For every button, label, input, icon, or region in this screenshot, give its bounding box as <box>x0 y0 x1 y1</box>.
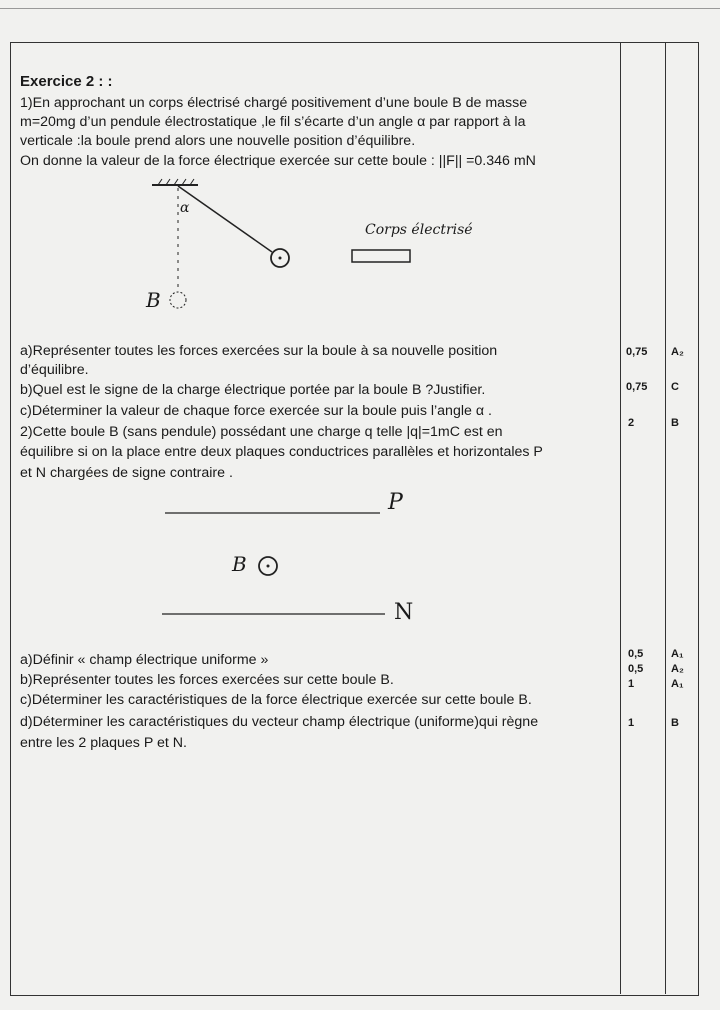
points: 0,5 <box>628 648 644 660</box>
level: A₂ <box>671 346 684 358</box>
ball-label: B <box>146 288 161 312</box>
question-line: d)Déterminer les caractéristiques du vecteur champ électrique (uniforme)qui règne <box>20 714 539 730</box>
level: B <box>671 417 679 429</box>
question-line: d’équilibre. <box>20 362 89 378</box>
question-line: et N chargées de signe contraire . <box>20 465 233 481</box>
points: 0,5 <box>628 663 644 675</box>
level: A₁ <box>671 648 684 660</box>
exercise-title: Exercice 2 : : <box>20 73 113 90</box>
part1-line: m=20mg d’un pendule électrostatique ,le fil s’écarte d’un angle α par rapport à la <box>20 114 526 130</box>
question-line: c)Déterminer les caractéristiques de la force électrique exercée sur cette boule B. <box>20 692 532 708</box>
points: 0,75 <box>626 381 648 393</box>
ball-label: B <box>232 552 247 576</box>
question-line: a)Définir « champ électrique uniforme » <box>20 652 269 668</box>
points: 2 <box>628 417 635 429</box>
level: A₁ <box>671 678 684 690</box>
part1-line: verticale :la boule prend alors une nouvelle position d’équilibre. <box>20 133 416 149</box>
angle-label: α <box>180 200 190 216</box>
plate-p-label: P <box>388 490 403 515</box>
part1-line: On donne la valeur de la force électrique exercée sur cette boule : ||F|| =0.346 mN <box>20 153 536 169</box>
charged-body-label: Corps électrisé <box>365 222 473 238</box>
points: 0,75 <box>626 346 648 358</box>
question-line: 2)Cette boule B (sans pendule) possédant une charge q telle |q|=1mC est en <box>20 424 503 440</box>
pendulum-figure <box>152 179 410 308</box>
part1-line: 1)En approchant un corps électrisé chargé positivement d’une boule B de masse <box>20 95 528 111</box>
points: 1 <box>628 678 635 690</box>
level: A₂ <box>671 663 684 675</box>
plate-n-label: N <box>394 600 414 625</box>
question-line: b)Représenter toutes les forces exercées sur cette boule B. <box>20 672 394 688</box>
question-line: c)Déterminer la valeur de chaque force exercée sur la boule puis l’angle α . <box>20 403 492 419</box>
question-line: a)Représenter toutes les forces exercées sur la boule à sa nouvelle position <box>20 343 498 359</box>
question-line: entre les 2 plaques P et N. <box>20 735 187 751</box>
level: B <box>671 717 679 729</box>
points: 1 <box>628 717 635 729</box>
plates-figure <box>162 513 385 614</box>
question-line: b)Quel est le signe de la charge électrique portée par la boule B ?Justifier. <box>20 382 486 398</box>
question-line: équilibre si on la place entre deux plaques conductrices parallèles et horizontales P <box>20 444 543 460</box>
level: C <box>671 381 679 393</box>
